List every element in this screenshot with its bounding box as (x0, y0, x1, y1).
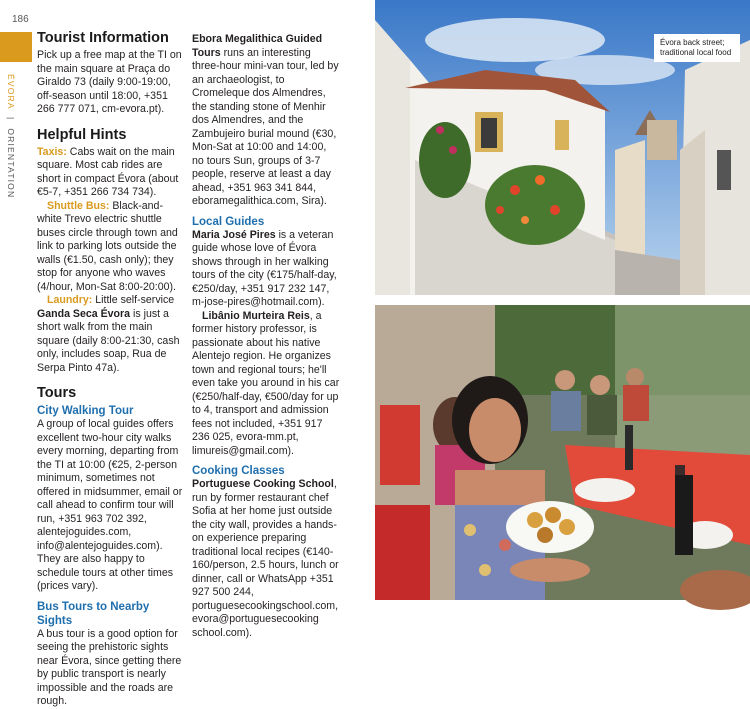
section-side-label (6, 74, 16, 198)
guide1-text: is a veteran guide whose love of Évora shows through in her walking tours of the city (€175/half-day, €250/day, +351 917 232 147, m-jose-pires@hotmail.com). (192, 228, 337, 308)
cooking-school-name: Portuguese Cooking School (192, 478, 334, 490)
laundry-label: Laundry: (47, 294, 93, 306)
laundry-text-2: is just a short walk from the main square (daily 8:00-21:30, cash only, includes soap, Rua de Serpa Pinto 47a). (37, 307, 180, 374)
photo-caption: Évora back street; traditional local food (654, 34, 740, 62)
guide2-text: , a former history professor, is passionate about his native Alentejo region. He organizes town and regional tours; he'll even take you around in his car (€250/half-day, €500/day for up to 4, transport and admission fees not included, +351 917 236 025, evora-mm.pt, limureis@gmail.com). (192, 309, 340, 457)
helpful-hints-heading: Helpful Hints (37, 126, 127, 143)
laundry-name: Ganda Seca Évora (37, 307, 131, 320)
hint-shuttle (37, 200, 185, 295)
city-walking-tour-heading: City Walking Tour (37, 405, 134, 417)
guide-libanio (192, 310, 340, 459)
tours-heading: Tours (37, 385, 77, 401)
shuttle-label: Shuttle Bus: (47, 199, 110, 212)
guide2-name: Libânio Murteira Reis (202, 309, 310, 322)
side-label-section: ORIENTATION (6, 128, 16, 199)
bus-tours-continued (192, 33, 340, 209)
cooking-text: , run by former restaurant chef Sofia at her home just outside the city wall, provides a hands-on experience preparing traditional local recipes (€140-160/person, 2.5 hours, lunch or dinner, call or WhatsApp +351 927 500 244, portuguesecookingschool.com, evora@portuguesecooking school.com). (192, 478, 339, 639)
column-left (37, 30, 185, 709)
bus-tours-body: A bus tour is a good option for seeing the prehistoric sights near Évora, since getting there by public transport is nearly impossible and the roads are rough. (37, 627, 182, 707)
photo-local-food (375, 305, 750, 600)
ebora-megalithica-name: Ebora Megalithica Guided Tours (192, 33, 323, 59)
bus-tours-heading: Bus Tours to Nearby Sights (37, 600, 150, 627)
tourist-information-heading: Tourist Information (37, 30, 169, 46)
taxis-text: Cabs wait on the main square. Most cab rides are short in compact Évora (about €5-7, +351 266 734 734). (37, 145, 179, 198)
side-label-city: ÉVORA (6, 74, 16, 110)
hint-taxis (37, 146, 185, 200)
column-right (192, 33, 340, 640)
bus-tours-body-2: runs an interesting three-hour mini-van tour, led by an archaeologist, to Cromeleque dos Almendres, the standing stone of Menhir dos Almendres, and the Zambujeiro burial mound (€30, Mon-Sat at 10:00 and 14:00, no tours Sun, groups of 3-7 people, reserve at least a day ahead, +351 963 341 844, eboramegalithica.com, Sira). (192, 46, 339, 207)
shuttle-text: Black-and-white Trevo electric shuttle buses circle through town and link to parking lots outside the walls (€1.50, cash only); they stop for anyone who waves (4/hour, Mon-Sat 8:00-20:00). (37, 199, 178, 293)
cooking-classes-heading: Cooking Classes (192, 465, 285, 477)
local-guides-heading: Local Guides (192, 215, 265, 228)
side-label-separator: | (6, 117, 16, 121)
page-number: 186 (12, 14, 29, 25)
guide-maria (192, 229, 340, 310)
local-food-illustration (375, 305, 750, 600)
taxis-label: Taxis: (37, 145, 67, 158)
laundry-text-1: Little self-service (92, 294, 175, 306)
guide1-name: Maria José Pires (192, 228, 276, 241)
city-walking-tour-body: A group of local guides offers excellent two-hour city walks every morning, departing from the TI at 10:00 (€25, 2-person minimum, sometimes not offered in midsummer, email or call ahead to confirm tour will run, +351 963 702 392, alentejoguides.com, info@alentejoguides.com). They are also happy to schedule tours at other times (prices vary). (37, 418, 183, 592)
photo-back-street (375, 0, 750, 295)
hint-laundry (37, 294, 185, 375)
cooking-classes-body (192, 478, 340, 640)
tourist-information-body: Pick up a free map at the TI on the main square at Praça do Giraldo 73 (daily 9:00-19:00, off-season until 18:00, +351 266 777 071, cm-evora.pt). (37, 49, 182, 115)
chapter-tab (0, 32, 32, 62)
